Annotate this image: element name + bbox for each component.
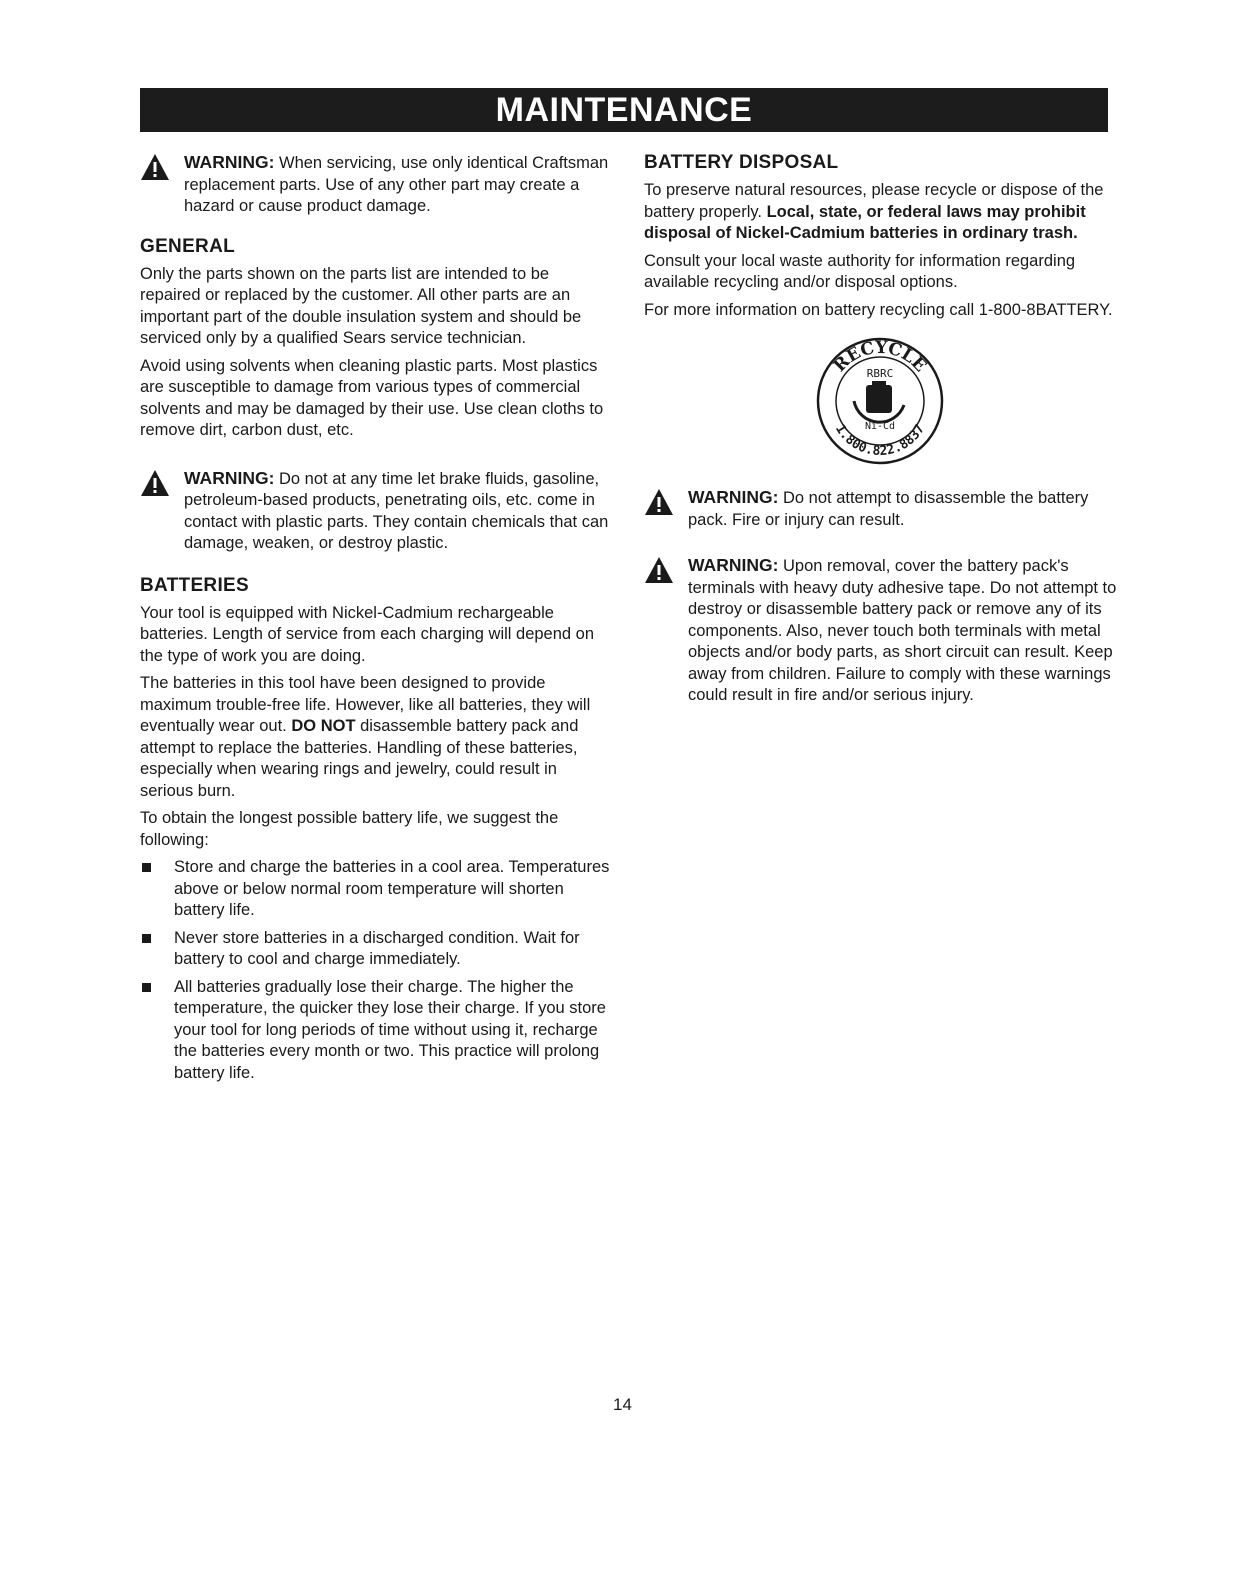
seal-top-text: RECYCLE — [829, 337, 931, 377]
do-not-emphasis: DO NOT — [291, 717, 356, 735]
warning-text: When servicing, use only identical Craftsman replacement parts. Use of any other part may create a hazard or cause product damage. — [184, 154, 609, 215]
disposal-paragraph-3: For more information on battery recycling call 1-800-8BATTERY. — [644, 300, 1113, 319]
batteries-heading: BATTERIES — [140, 574, 249, 596]
list-item-text: Store and charge the batteries in a cool area. Temperatures above or below normal room temperature will shorten battery life. — [174, 858, 610, 919]
seal-chem-text: Ni-Cd — [864, 421, 896, 432]
battery-disposal-heading: BATTERY DISPOSAL — [644, 152, 839, 173]
warning-label: WARNING: — [688, 487, 779, 507]
warning-solvents — [140, 468, 610, 555]
list-item — [140, 857, 610, 922]
warning-text: Do not at any time let brake fluids, gasoline, petroleum-based products, penetrating oils, etc. come in contact with plastic parts. They contain chemicals that can damage, weaken, or destroy plastic. — [184, 469, 609, 552]
batteries-paragraph-2 — [140, 673, 610, 802]
warning-text: Upon removal, cover the battery pack's terminals with heavy duty adhesive tape. Do not attempt to destroy or disassemble battery pack or remove any of its components. Also, never touch both terminals with metal objects and/or body parts, as short circuit can result. Keep away from children. Failure to comply with these warnings could result in fire and/or serious injury. — [688, 557, 1117, 704]
disposal-law-emphasis: Local, state, or federal laws may prohibit disposal of Nickel-Cadmium batteries in ordinary trash. — [644, 202, 1086, 242]
disposal-paragraph-2: Consult your local waste authority for information regarding available recycling and/or disposal options. — [644, 251, 1076, 291]
page-number: 14 — [613, 1395, 632, 1414]
warning-label: WARNING: — [688, 555, 779, 575]
warning-label: WARNING: — [184, 152, 275, 172]
warning-triangle-icon — [140, 468, 170, 498]
batteries-paragraph-2a: The batteries in this tool have been designed to provide maximum trouble-free life. However, like all batteries, they will eventually wear out. — [140, 674, 591, 735]
batteries-paragraph-1: Your tool is equipped with Nickel-Cadmium rechargeable batteries. Length of service from each charging will depend on the type of work you are doing. — [140, 603, 595, 665]
bullet-square-icon — [142, 863, 151, 872]
batteries-paragraph-2b: disassemble battery pack and attempt to replace the batteries. Handling of these batteries, especially when wearing rings and jewelry, could result in serious burn. — [140, 717, 579, 800]
warning-triangle-icon — [644, 487, 674, 517]
general-paragraph-2: Avoid using solvents when cleaning plastic parts. Most plastics are susceptible to damage from various types of commercial solvents and may be damaged by their use. Use clean cloths to remove dirt, carbon dust, etc. — [140, 356, 604, 439]
seal-phone-text: 1.800.822.8837 — [831, 422, 929, 460]
bullet-square-icon — [142, 934, 151, 943]
seal-org-text: RBRC — [866, 367, 894, 380]
list-item-text: Never store batteries in a discharged condition. Wait for battery to cool and charge immediately. — [174, 928, 580, 968]
general-heading: GENERAL — [140, 235, 235, 257]
warning-disassemble — [644, 487, 1119, 531]
warning-label: WARNING: — [184, 467, 275, 488]
disposal-paragraph-1 — [644, 180, 1119, 245]
warning-text: Do not attempt to disassemble the battery pack. Fire or injury can result. — [688, 489, 1089, 529]
section-banner: MAINTENANCE — [140, 88, 1108, 132]
disposal-paragraph-1a: To preserve natural resources, please recycle or dispose of the battery properly. — [644, 181, 1104, 221]
left-column — [140, 152, 610, 1090]
list-item — [140, 928, 610, 971]
bullet-square-icon — [142, 983, 151, 992]
list-item — [140, 977, 610, 1085]
warning-triangle-icon — [644, 555, 674, 585]
batteries-paragraph-3: To obtain the longest possible battery life, we suggest the following: — [140, 809, 559, 849]
warning-servicing — [140, 152, 610, 218]
rbrc-recycle-seal-icon — [814, 335, 946, 467]
warning-triangle-icon — [140, 152, 170, 182]
battery-tips-list — [140, 857, 610, 1084]
list-item-text: All batteries gradually lose their charge. The higher the temperature, the quicker they lose their charge. If you store your tool for long periods of time without using it, recharge the batteries every month or two. This practice will prolong battery life. — [174, 977, 606, 1082]
warning-removal — [644, 555, 1119, 707]
right-column — [644, 152, 1119, 707]
general-paragraph-1: Only the parts shown on the parts list are intended to be repaired or replaced by the customer. All other parts are an important part of the double insulation system and should be serviced only by a qualified Sears service technician. — [140, 264, 582, 347]
